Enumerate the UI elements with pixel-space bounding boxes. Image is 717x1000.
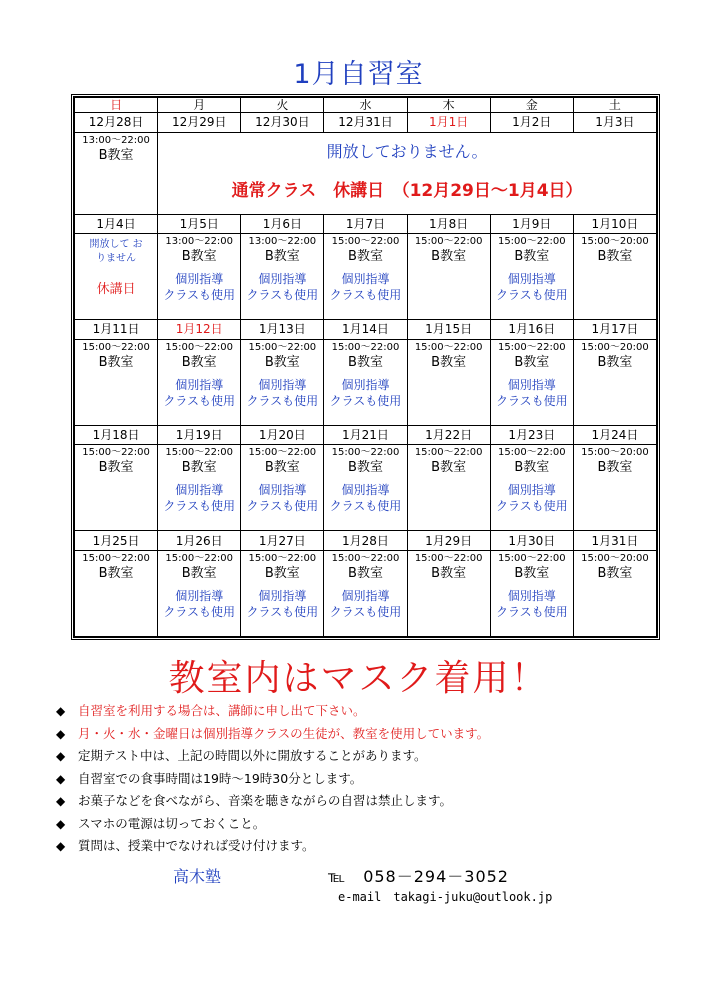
room-label: B教室	[264, 249, 300, 264]
room-label: B教室	[431, 460, 467, 476]
day-cell	[490, 445, 573, 531]
date-cell: 12月28日	[75, 113, 158, 132]
room-label: B教室	[98, 565, 134, 581]
date-cell: 1月4日	[75, 214, 158, 233]
individual-note: 個別指導 クラスも使用	[329, 588, 402, 619]
room-label: B教室	[597, 354, 633, 370]
room-label: B教室	[181, 460, 217, 476]
open-time: 15:00～22:00	[414, 341, 483, 353]
individual-note: 個別指導 クラスも使用	[329, 272, 402, 302]
room-label: B教室	[514, 249, 550, 264]
individual-note: 個別指導 クラスも使用	[246, 272, 319, 302]
date-cell: 1月15日	[407, 320, 490, 339]
date-cell: 1月3日	[573, 113, 656, 132]
individual-note: 個別指導 クラスも使用	[163, 272, 236, 302]
open-time: 15:00～22:00	[414, 236, 483, 247]
date-cell: 1月29日	[407, 531, 490, 550]
date-cell: 1月23日	[490, 425, 573, 444]
room-label: B教室	[264, 565, 300, 581]
bullet-diamond: ◆	[56, 816, 66, 831]
day-cell	[241, 445, 324, 531]
page-title: 1月自習室	[293, 59, 424, 90]
day-cell	[407, 339, 490, 425]
note-item: ◆ 自習室での食事時間は19時～19時30分とします。	[56, 768, 656, 791]
date-cell: 1月30日	[490, 531, 573, 550]
open-time: 15:00～22:00	[414, 552, 483, 564]
date-cell: 1月2日	[490, 113, 573, 132]
day-cell	[75, 339, 158, 425]
date-cell: 1月6日	[241, 214, 324, 233]
open-time: 13:00～22:00	[82, 134, 150, 146]
date-cell: 1月18日	[75, 425, 158, 444]
day-cell	[490, 234, 573, 320]
room-label: B教室	[264, 460, 300, 476]
day-cell	[75, 445, 158, 531]
day-cell	[573, 550, 656, 636]
email-address: e-mail takagi-juku@outlook.jp	[338, 890, 553, 904]
note-item: ◆ 質問は、授業中でなければ受け付けます。	[56, 835, 656, 858]
room-label: B教室	[181, 565, 217, 581]
day-cell	[75, 234, 158, 320]
weekday-sat: 土	[573, 98, 656, 113]
mask-notice: 教室内はマスク着用！	[168, 658, 549, 699]
open-time: 15:00～22:00	[497, 447, 566, 459]
weekday-thu: 木	[407, 98, 490, 113]
phone-number: ℡ 058－294－3052	[328, 867, 509, 886]
day-cell	[490, 339, 573, 425]
date-row	[75, 531, 657, 550]
notes-list	[56, 700, 656, 858]
calendar	[71, 94, 660, 640]
room-label: B教室	[98, 354, 134, 370]
school-name: 高木塾	[173, 867, 222, 886]
note-item: ◆ 月・火・水・金曜日は個別指導クラスの生徒が、教室を使用しています。	[56, 723, 656, 746]
room-label: B教室	[348, 354, 383, 370]
room-label: B教室	[514, 354, 550, 370]
open-time: 15:00～20:00	[581, 341, 649, 353]
weekday-header-row	[75, 98, 657, 113]
room-label: B教室	[597, 565, 633, 581]
date-cell: 1月10日	[573, 214, 656, 233]
day-cell	[573, 339, 656, 425]
date-row	[75, 214, 657, 233]
content-row	[75, 132, 657, 214]
open-time: 15:00～22:00	[248, 341, 317, 353]
room-label: B教室	[514, 565, 550, 581]
date-cell: 1月28日	[324, 531, 407, 550]
open-time: 15:00～22:00	[497, 236, 566, 247]
day-cell	[324, 550, 407, 636]
day-cell	[407, 550, 490, 636]
room-label: B教室	[597, 249, 633, 264]
room-label: B教室	[98, 460, 134, 476]
day-cell	[75, 550, 158, 636]
individual-note: 個別指導 クラスも使用	[246, 483, 319, 514]
individual-note: 個別指導 クラスも使用	[163, 377, 236, 408]
date-cell: 1月25日	[75, 531, 158, 550]
note-item: ◆ 定期テスト中は、上記の時間以外に開放することがあります。	[56, 745, 656, 768]
day-cell	[158, 445, 241, 531]
date-cell: 1月24日	[573, 425, 656, 444]
date-cell: 1月22日	[407, 425, 490, 444]
content-row	[75, 234, 657, 320]
bullet-diamond: ◆	[56, 704, 66, 718]
individual-note: 個別指導 クラスも使用	[495, 588, 568, 619]
day-cell	[158, 550, 241, 636]
date-cell: 1月20日	[241, 425, 324, 444]
date-cell: 1月5日	[158, 214, 241, 233]
room-label: B教室	[597, 460, 633, 476]
room-label: B教室	[181, 354, 217, 370]
open-time: 15:00～22:00	[248, 447, 317, 459]
weekday-fri: 金	[490, 98, 573, 113]
day-cell	[490, 550, 573, 636]
open-time: 15:00～20:00	[581, 552, 649, 564]
individual-note: 個別指導 クラスも使用	[163, 483, 236, 514]
open-time: 15:00～22:00	[414, 447, 483, 459]
weekday-mon: 月	[158, 98, 241, 113]
open-time: 15:00～22:00	[165, 341, 234, 353]
room-label: B教室	[348, 460, 383, 476]
open-time: 15:00～22:00	[82, 552, 150, 564]
note-item: ◆ スマホの電源は切っておくこと。	[56, 813, 656, 836]
date-cell: 12月31日	[324, 113, 407, 132]
individual-note: 個別指導 クラスも使用	[495, 377, 568, 408]
open-time: 15:00～22:00	[165, 447, 234, 459]
date-row	[75, 425, 657, 444]
date-cell: 1月8日	[407, 214, 490, 233]
open-time: 15:00～22:00	[331, 236, 400, 247]
holiday-notice: 通常クラス 休講日 （12月29日～1月4日）	[231, 180, 583, 201]
individual-note: 個別指導 クラスも使用	[495, 483, 568, 514]
open-time: 13:00～22:00	[165, 236, 234, 247]
room-label: B教室	[431, 354, 467, 370]
date-cell: 12月30日	[241, 113, 324, 132]
date-cell: 1月11日	[75, 320, 158, 339]
date-row	[75, 113, 657, 132]
date-cell: 1月1日	[407, 113, 490, 132]
bullet-diamond: ◆	[56, 839, 66, 853]
date-cell: 12月29日	[158, 113, 241, 132]
date-cell: 1月21日	[324, 425, 407, 444]
bullet-diamond: ◆	[56, 794, 66, 808]
weekday-sun: 日	[75, 98, 158, 113]
day-cell	[75, 132, 158, 214]
day-cell	[158, 339, 241, 425]
individual-note: 個別指導 クラスも使用	[246, 377, 319, 408]
day-cell	[241, 234, 324, 320]
day-cell	[324, 445, 407, 531]
weekday-tue: 火	[241, 98, 324, 113]
date-cell: 1月9日	[490, 214, 573, 233]
day-cell	[241, 550, 324, 636]
date-cell: 1月16日	[490, 320, 573, 339]
bullet-diamond: ◆	[56, 726, 66, 741]
room-label: B教室	[264, 354, 300, 370]
weekday-wed: 水	[324, 98, 407, 113]
room-label: B教室	[98, 147, 134, 163]
date-cell: 1月13日	[241, 320, 324, 339]
room-label: B教室	[181, 249, 217, 264]
day-cell	[324, 339, 407, 425]
date-row	[75, 320, 657, 339]
open-time: 15:00～22:00	[82, 447, 150, 459]
open-time: 15:00～22:00	[82, 341, 150, 353]
day-cell	[407, 445, 490, 531]
open-time: 15:00～22:00	[497, 552, 566, 564]
date-cell: 1月27日	[241, 531, 324, 550]
note-item: ◆ お菓子などを食べながら、音楽を聴きながらの自習は禁止します。	[56, 790, 656, 813]
day-cell	[241, 339, 324, 425]
open-time: 15:00～22:00	[248, 552, 317, 564]
room-label: B教室	[348, 249, 383, 264]
day-cell	[158, 234, 241, 320]
date-cell: 1月12日	[158, 320, 241, 339]
room-label: B教室	[348, 565, 383, 581]
open-time: 13:00～22:00	[248, 236, 317, 247]
room-label: B教室	[431, 565, 467, 581]
open-time: 15:00～22:00	[331, 341, 400, 353]
open-time: 15:00～22:00	[331, 552, 400, 564]
open-time: 15:00～20:00	[581, 236, 649, 247]
bullet-diamond: ◆	[56, 771, 66, 786]
not-open-text: 開放しておりません。	[326, 141, 488, 161]
open-time: 15:00～22:00	[497, 341, 566, 353]
individual-note: 個別指導 クラスも使用	[329, 377, 402, 408]
closed-label: 開放して おりません	[89, 239, 143, 264]
room-label: B教室	[431, 249, 467, 264]
bullet-diamond: ◆	[56, 749, 66, 763]
individual-note: 個別指導 クラスも使用	[246, 588, 319, 619]
date-cell: 1月17日	[573, 320, 656, 339]
content-row	[75, 445, 657, 531]
individual-note: 個別指導 クラスも使用	[163, 588, 236, 619]
open-time: 15:00～20:00	[581, 447, 649, 459]
note-item: ◆ 自習室を利用する場合は、講師に申し出て下さい。	[56, 700, 656, 723]
day-cell	[573, 445, 656, 531]
date-cell: 1月31日	[573, 531, 656, 550]
room-label: B教室	[514, 460, 550, 476]
individual-note: 個別指導 クラスも使用	[329, 483, 402, 514]
open-time: 15:00～22:00	[165, 552, 234, 564]
day-cell	[573, 234, 656, 320]
date-cell: 1月26日	[158, 531, 241, 550]
closed-notice	[158, 132, 657, 214]
individual-note: 個別指導 クラスも使用	[495, 272, 568, 302]
content-row	[75, 550, 657, 636]
date-cell: 1月7日	[324, 214, 407, 233]
open-time: 15:00～22:00	[331, 447, 400, 459]
day-cell	[324, 234, 407, 320]
date-cell: 1月19日	[158, 425, 241, 444]
content-row	[75, 339, 657, 425]
day-cell	[407, 234, 490, 320]
date-cell: 1月14日	[324, 320, 407, 339]
holiday-label: 休講日	[96, 282, 136, 297]
